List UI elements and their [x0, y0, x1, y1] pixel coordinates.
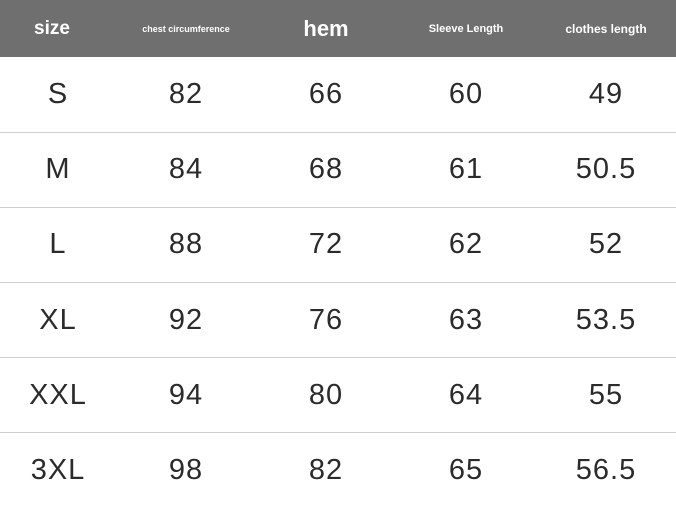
cell-size: M	[45, 153, 71, 186]
cell-size: L	[49, 228, 67, 261]
table-row	[0, 433, 676, 508]
cell-length: 56.5	[575, 454, 637, 487]
cell-hem: 76	[308, 303, 344, 336]
cell-chest: 82	[168, 77, 204, 110]
cell-size: S	[47, 77, 69, 110]
cell-length: 53.5	[575, 303, 637, 336]
table-row	[0, 207, 676, 282]
cell-hem: 80	[308, 378, 344, 411]
cell-hem: 82	[308, 454, 344, 487]
cell-sleeve: 63	[448, 303, 484, 336]
cell-sleeve: 60	[448, 77, 484, 110]
table-header	[0, 0, 676, 57]
column-header-sleeve-length: Sleeve Length	[428, 22, 504, 35]
cell-chest: 88	[168, 228, 204, 261]
cell-size: XL	[39, 303, 77, 336]
column-header-chest-circumference: chest circumference	[142, 23, 230, 34]
cell-hem: 72	[308, 228, 344, 261]
table-row	[0, 57, 676, 132]
column-header-clothes-length: clothes length	[565, 21, 647, 36]
cell-sleeve: 62	[448, 228, 484, 261]
cell-length: 52	[588, 228, 624, 261]
column-header-hem: hem	[303, 15, 349, 41]
cell-length: 55	[588, 378, 624, 411]
cell-hem: 66	[308, 77, 344, 110]
cell-length: 49	[588, 77, 624, 110]
cell-chest: 94	[168, 378, 204, 411]
column-header-size: size	[34, 17, 70, 39]
header-row	[0, 0, 676, 57]
cell-sleeve: 64	[448, 378, 484, 411]
cell-chest: 84	[168, 153, 204, 186]
cell-chest: 98	[168, 454, 204, 487]
table-body	[0, 57, 676, 508]
table-row	[0, 282, 676, 357]
table-row	[0, 358, 676, 433]
cell-sleeve: 65	[448, 454, 484, 487]
cell-size: 3XL	[30, 454, 86, 487]
table-row	[0, 132, 676, 207]
cell-length: 50.5	[575, 153, 637, 186]
cell-hem: 68	[308, 153, 344, 186]
cell-sleeve: 61	[448, 153, 484, 186]
cell-chest: 92	[168, 303, 204, 336]
cell-size: XXL	[29, 378, 87, 411]
